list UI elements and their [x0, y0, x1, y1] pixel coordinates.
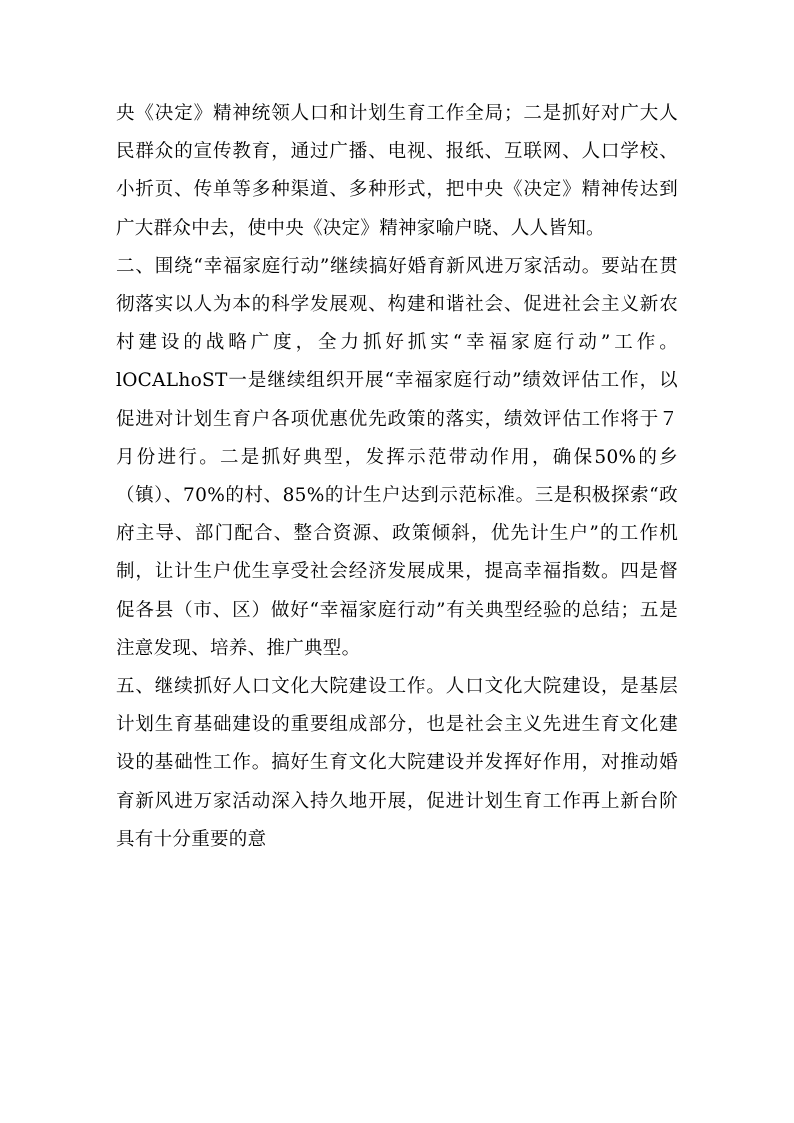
paragraph-3: 五、继续抓好人口文化大院建设工作。人口文化大院建设，是基层计划生育基础建设的重要组成部分，也是社会主义先进生育文化建设的基础性工作。搞好生育文化大院建设并发挥好作用，对推动婚育新风进万家活动深入持久地开展，促进计划生育工作再上新台阶具有十分重要的意	[116, 676, 678, 850]
paragraph-1: 央《决定》精神统领人口和计划生育工作全局；二是抓好对广大人民群众的宣传教育，通过广播、电视、报纸、互联网、人口学校、小折页、传单等多种渠道、多种形式，把中央《决定》精神传达到广大群众中去，使中央《决定》精神家喻户晓、人人皆知。	[116, 103, 678, 239]
document-body	[116, 95, 678, 859]
paragraph-2: 二、围绕“幸福家庭行动”继续搞好婚育新风进万家活动。要站在贯彻落实以人为本的科学发展观、构建和谐社会、促进社会主义新农村建设的战略广度，全力抓好抓实“幸福家庭行动”工作。lOCALhoST一是继续组织开展“幸福家庭行动”绩效评估工作，以促进对计划生育户各项优惠优先政策的落实，绩效评估工作将于７月份进行。二是抓好典型，发挥示范带动作用，确保50%的乡（镇）、70%的村、85%的计生户达到示范标准。三是积极探索“政府主导、部门配合、整合资源、政策倾斜，优先计生户”的工作机制，让计生户优生享受社会经济发展成果，提高幸福指数。四是督促各县（市、区）做好“幸福家庭行动”有关典型经验的总结；五是注意发现、培养、推广典型。	[116, 255, 678, 659]
